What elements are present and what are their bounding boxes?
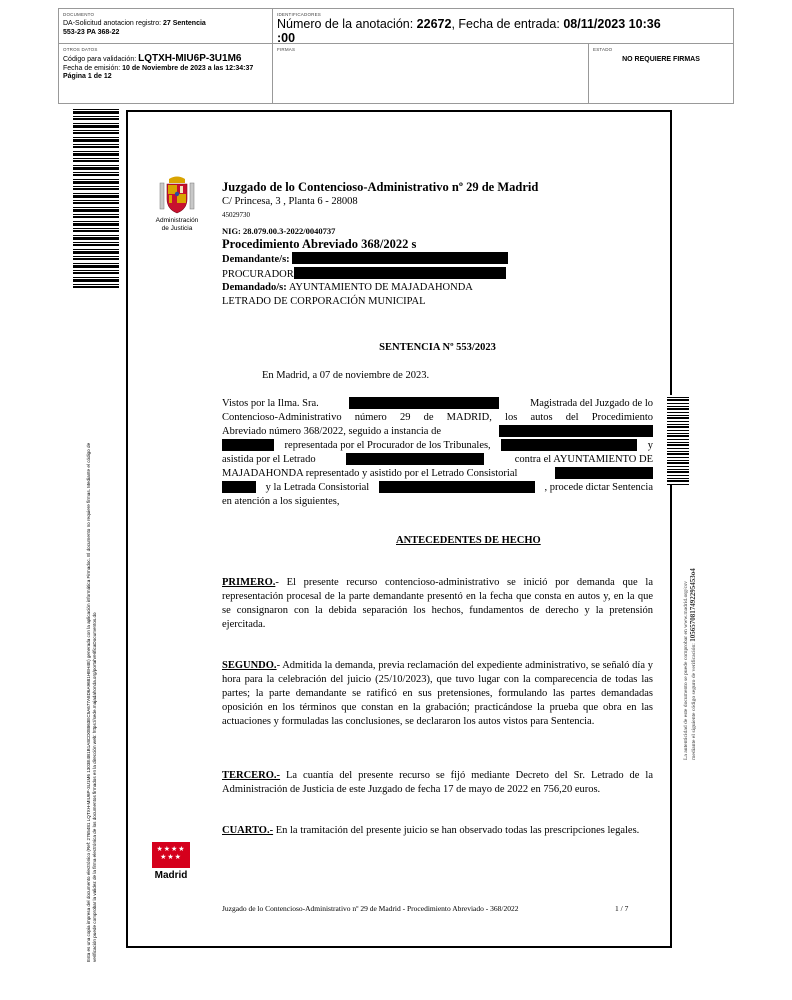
pagina: Página 1 de 12 [63, 73, 112, 80]
csv-code: 1056570817492295453o4 [689, 568, 697, 642]
tercero-label: TERCERO.- [222, 770, 281, 781]
primero-paragraph [222, 576, 653, 632]
cuarto-label: CUARTO.- [222, 825, 274, 836]
logo-caption-1: Administración [155, 217, 199, 224]
redacted-block [379, 481, 535, 493]
fecha-entrada-cont: :00 [277, 31, 296, 45]
estado-value: NO REQUIERE FIRMAS [622, 56, 700, 63]
coat-of-arms-icon [159, 175, 195, 215]
segundo-text: - Admitida la demanda, previa reclamación del expediente administrativo, se señaló día y hora para la celebración del juicio (25/10/2023), que tuvo lugar con la comparecencia de todas las partes; la parte demandante se ratificó en sus pretensiones, formulando las partes demandadas oposición en los términos que constan en la grabación; practicándose la prueba que obra en las actuaciones y formuladas las conclusiones, se declararon los autos vistos para Sentencia. [222, 660, 653, 727]
firmas-cell [273, 44, 589, 103]
segundo-label: SEGUNDO. [222, 660, 277, 671]
documento-line2: 553-23 PA 368-22 [63, 28, 120, 36]
vistos-l4: representada por el Procurador de los Tribunales, [284, 440, 491, 451]
primero-label: PRIMERO. [222, 577, 276, 588]
redacted-block [222, 481, 256, 493]
documento-line1: DA-Solicitud anotacion registro: [63, 20, 163, 27]
vistos-l7b: , procede dictar Sentencia [544, 482, 653, 493]
fecha-emision: 10 de Noviembre de 2023 a las 12:34:37 [122, 64, 254, 72]
identificadores-label: IDENTIFICADORES [277, 12, 322, 17]
vistos-l7a: y la Letrada Consistorial [265, 482, 370, 493]
csv-vertical-text [683, 490, 698, 760]
redacted-block [501, 439, 637, 451]
fecha-entrada: 08/11/2023 10:36 [563, 17, 661, 31]
vistos-l5b: contra el AYUNTAMIENTO DE [514, 454, 653, 465]
court-name: Juzgado de lo Contencioso-Administrativo nº 29 de Madrid [222, 180, 539, 194]
vistos-l1a: Vistos por la Ilma. Sra. [222, 398, 319, 409]
csv-line2: mediante el siguiente código seguro de verificación: [691, 643, 697, 760]
anotacion-prefix: Número de la anotación: [277, 17, 417, 31]
justicia-logo [152, 175, 202, 232]
otros-datos-label: OTROS DATOS [63, 47, 98, 52]
logo-caption-2: de Justicia [161, 224, 193, 232]
nig: NIG: 28.079.00.3-2022/0040737 [222, 226, 336, 236]
codigo-label: Código para validación: [63, 56, 139, 63]
firmas-label: FIRMAS [277, 47, 296, 52]
footer-text: Juzgado de lo Contencioso-Administrativo nº 29 de Madrid - Procedimiento Abreviado - 368/2022 [222, 904, 519, 913]
csv-line1: La autenticidad de este documento se puede comprobar en www.madrid.org/csv [683, 581, 689, 760]
sentencia-date: En Madrid, a 07 de noviembre de 2023. [262, 370, 430, 381]
procedimiento: Procedimiento Abreviado 368/2022 s [222, 237, 417, 251]
estado-label: ESTADO [593, 47, 613, 52]
barcode [73, 108, 119, 288]
court-address: C/ Princesa, 3 , Planta 6 - 28008 [222, 196, 358, 207]
vistos-l4b: y [647, 440, 653, 451]
procurador-label: PROCURADOR [222, 268, 294, 280]
court-code: 45029730 [222, 211, 250, 219]
segundo-paragraph [222, 659, 653, 729]
sentencia-title: SENTENCIA Nº 553/2023 [379, 342, 496, 353]
tercero-text: La cuantía del presente recurso se fijó mediante Decreto del Sr. Letrado de la Administración de Justicia de este Juzgado de fecha 17 de mayo de 2022 en 756,20 euros. [222, 770, 653, 795]
side-verification-text [86, 272, 98, 962]
redacted-block [499, 425, 653, 437]
court-block [222, 180, 662, 308]
redacted-block [222, 439, 274, 451]
side-text-line2: verificación puede comprobar la validez de la firma electrónica de los documentos firmados en la dirección web: https://sede.majadahonda.org/portalVerificaDocumentos.do [92, 612, 97, 962]
vistos-l3: Abreviado número 368/2022, seguido a instancia de [222, 426, 441, 437]
fecha-prefix: , Fecha de entrada: [451, 17, 564, 31]
redacted-block [292, 252, 508, 264]
fecha-emision-label: Fecha de emisión: [63, 64, 123, 72]
demandado-value: AYUNTAMIENTO DE MAJADAHONDA [288, 282, 473, 293]
vistos-l6: MAJADAHONDA representado y asistido por el Letrado Consistorial [222, 468, 518, 479]
demandante-label: Demandante/s: [222, 254, 290, 265]
redacted-block [349, 397, 499, 409]
documento-label: DOCUMENTO [63, 12, 95, 17]
estado-cell [589, 44, 733, 103]
document-header [58, 8, 734, 104]
vistos-l1b: Magistrada del Juzgado de lo [529, 398, 653, 409]
vistos-l2: Contencioso-Administrativo número 29 de MADRID, los autos del Procedimiento [222, 412, 653, 423]
redacted-block [294, 267, 506, 279]
madrid-label: Madrid [154, 870, 188, 881]
identificadores-cell [273, 9, 733, 44]
documento-line1-bold: 27 Sentencia [163, 20, 206, 27]
otros-datos-cell [59, 44, 273, 103]
tercero-paragraph [222, 769, 653, 797]
documento-cell [59, 9, 273, 44]
primero-text: - El presente recurso contencioso-administrativo se inició por demanda que la representación procesal de la parte demandante presentó en la fecha que consta en autos y, en la que se consignaron con la debida separación los hechos, fundamentos de derecho y la pretensión ejercitada. [222, 577, 653, 630]
vistos-paragraph [222, 397, 653, 509]
cuarto-text: En la tramitación del presente juicio se han observado todas las prescripciones legales. [273, 825, 640, 836]
letrado-corporacion: LETRADO DE CORPORACIÓN MUNICIPAL [222, 295, 426, 307]
barcode [667, 395, 689, 485]
redacted-block [346, 453, 484, 465]
redacted-block [555, 467, 653, 479]
cuarto-paragraph [222, 824, 653, 838]
antecedentes-title: ANTECEDENTES DE HECHO [396, 535, 541, 546]
vistos-l5a: asistida por el Letrado [222, 454, 316, 465]
codigo-validacion[interactable]: LQTXH-MIU6P-3U1M6 [138, 53, 242, 64]
page-number: 1 / 7 [615, 904, 629, 913]
madrid-logo [152, 842, 190, 881]
anotacion-number: 22672 [416, 17, 452, 31]
side-text-line1: Esta es una copia impresa del documento electrónico (Ref: 2765481 LQTXH-MIU6P-3U1M6 1303E4B1B1A8CD08863EC5A677A8D6A9681HEH4E) generada con la aplicación informática Firmadoc. El documento no requiere firmas. Mediante el código de [86, 442, 91, 962]
vistos-l8: en atención a los siguientes, [222, 496, 340, 507]
demandado-label: Demandado/s: [222, 282, 287, 293]
madrid-stars-icon: ★★★★ ★★★ [152, 842, 190, 868]
